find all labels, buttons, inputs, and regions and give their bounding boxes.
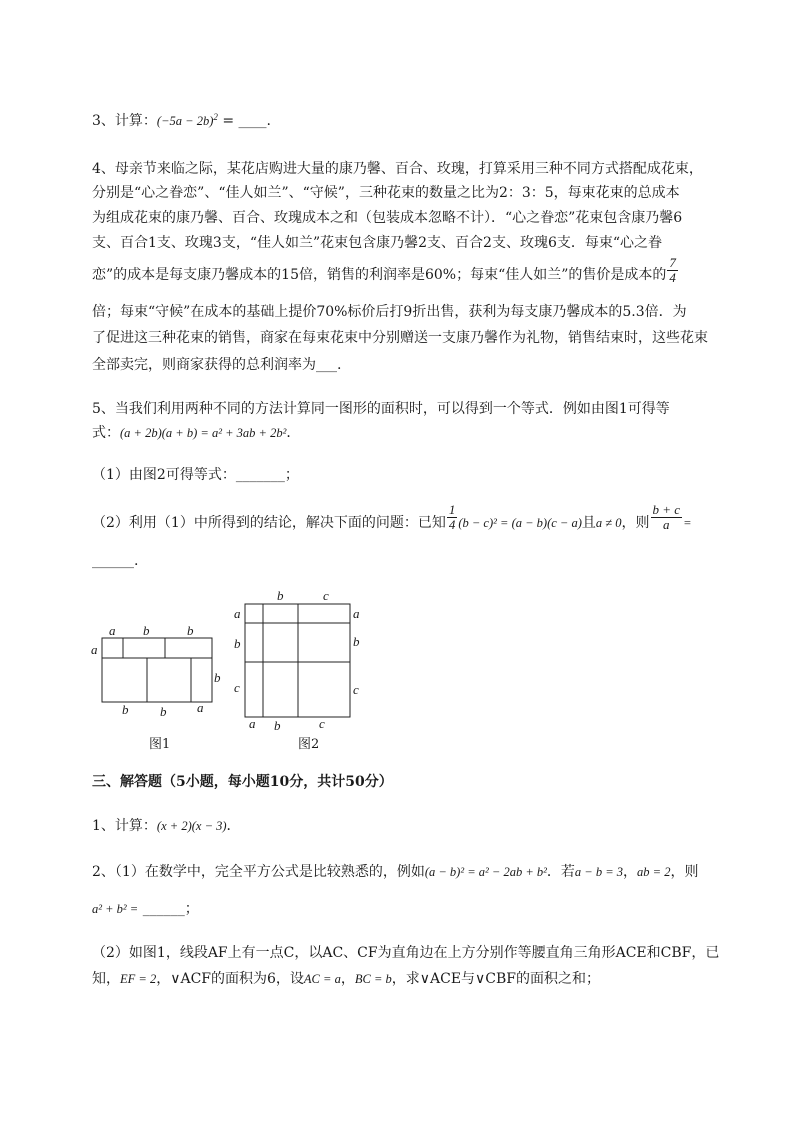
figure-2 bbox=[228, 584, 368, 760]
fig2-right-label: c bbox=[353, 682, 359, 697]
q4-line-1: 4、母亲节来临之际，某花店购进大量的康乃馨、百合、玫瑰，打算采用三种不同方式搭配成花束， bbox=[92, 161, 703, 177]
fig2-bottom-label: c bbox=[319, 716, 325, 731]
q5-sub-2: （2）利用（1）中所得到的结论，解决下面的问题：已知 $\frac{1}{4}$ (b − c)² = (a − b)(c − a)且a ≠ 0，则 $\frac{b + c}{a}$ = bbox=[92, 501, 692, 532]
fig1-bottom-label: b bbox=[160, 704, 167, 719]
fig1-top-label: a bbox=[109, 623, 116, 638]
s3q2-line-2: a² + b² = ______； bbox=[92, 901, 199, 917]
q4-line-4: 支、百合1支、玫瑰3支，“佳人如兰”花束包含康乃馨2支、百合2支、玫瑰6支．每束“心之眷 bbox=[92, 235, 663, 251]
q4-line-3: 为组成花束的康乃馨、百合、玫瑰成本之和（包装成本忽略不计）．“心之眷恋”花束包含康乃馨6 bbox=[92, 210, 683, 226]
fig2-top-label: c bbox=[323, 588, 329, 603]
fig1-left-label: a bbox=[91, 642, 98, 657]
q4-line-2: 分别是“心之眷恋”、“佳人如兰”、“守候”，三种花束的数量之比为2：3：5，每束花束的总成本 bbox=[92, 185, 680, 201]
question-3 bbox=[92, 105, 742, 133]
s3q2-sub2-line-2: 知，EF = 2，∨ACF的面积为6，设AC = a，BC = b，求∨ACE与∨CBF的面积之和； bbox=[92, 971, 601, 987]
q5-frac-ratio: $\frac{b + c}{a}$ bbox=[652, 501, 681, 532]
figure-1 bbox=[88, 620, 228, 760]
fig2-left-label: b bbox=[234, 636, 241, 651]
q3-prefix: 3、计算： bbox=[92, 113, 157, 130]
fig1-bottom-label: b bbox=[122, 702, 129, 717]
q5-line-1: 5、当我们利用两种不同的方法计算同一图形的面积时，可以得到一个等式．例如由图1可得等 bbox=[92, 401, 670, 417]
s3q1-expression: (x + 2)(x − 3) bbox=[156, 819, 227, 833]
fig2-caption: 图2 bbox=[298, 737, 320, 752]
fig2-top-label: b bbox=[277, 588, 284, 603]
fig2-left-label: a bbox=[234, 606, 241, 621]
q4-line-5: 恋”的成本是每支康乃馨成本的15倍，销售的利润率是60%；每束“佳人如兰”的售价是成本的 $\frac{7}{4}$ bbox=[92, 254, 676, 285]
q5-frac-quarter: $\frac{1}{4}$ bbox=[448, 501, 456, 532]
fig1-top-label: b bbox=[187, 623, 194, 638]
q5-equation: (b − c)² = (a − b)(c − a) bbox=[458, 516, 582, 530]
s3q2-formula: (a − b)² = a² − 2ab + b² bbox=[424, 865, 547, 879]
fig1-bottom-label: a bbox=[197, 700, 204, 715]
q5-sub-1: （1）由图2可得等式：_______； bbox=[92, 467, 299, 483]
q3-suffix: = ____. bbox=[217, 113, 271, 130]
q5-identity: (a + 2b)(a + b) = a² + 3ab + 2b² bbox=[120, 426, 287, 440]
q5-answer-blank: ______. bbox=[92, 553, 139, 569]
s3q2-sub2-line-1: （2）如图1，线段AF上有一点C，以AC、CF为直角边在上方分别作等腰直角三角形ACE和CBF，已 bbox=[92, 945, 720, 961]
q4-line-7: 了促进这三种花束的销售，商家在每束花束中分别赠送一支康乃馨作为礼物，销售结束时，这些花束 bbox=[92, 330, 708, 346]
q3-expression: $(-5a - 2b)^2$ bbox=[156, 112, 218, 129]
fig1-outline bbox=[102, 638, 212, 702]
fig2-left-label: c bbox=[234, 680, 240, 695]
fig2-right-label: b bbox=[353, 634, 360, 649]
fig2-bottom-label: a bbox=[249, 716, 256, 731]
q4-line-8: 全部卖完，则商家获得的总利润率为___. bbox=[92, 357, 342, 373]
fig1-caption: 图1 bbox=[149, 737, 171, 752]
q5-line-2: 式：(a + 2b)(a + b) = a² + 3ab + 2b²． bbox=[92, 425, 301, 441]
s3q2-line-1: 2、（1）在数学中，完全平方公式是比较熟悉的，例如(a − b)² = a² − 2ab + b²．若a − b = 3，ab = 2，则 bbox=[92, 864, 699, 880]
fig2-right-label: a bbox=[353, 606, 360, 621]
q5-condition: a ≠ 0 bbox=[595, 516, 622, 530]
s3q2-sum-squares: a² + b² = bbox=[92, 902, 139, 916]
fig1-right-label: b bbox=[214, 670, 221, 685]
section-3-heading: 三、解答题（5小题，每小题10分，共计50分） bbox=[92, 774, 393, 790]
fig2-bottom-label: b bbox=[274, 718, 281, 733]
q4-line-6: 倍；每束“守候”在成本的基础上提价70%标价后打9折出售，获利为每支康乃馨成本的5.3倍．为 bbox=[92, 304, 687, 320]
fig1-top-label: b bbox=[143, 623, 150, 638]
s3-question-1: 1、计算：(x + 2)(x − 3)． bbox=[92, 818, 241, 834]
q4-fraction: $\frac{7}{4}$ bbox=[669, 254, 676, 285]
